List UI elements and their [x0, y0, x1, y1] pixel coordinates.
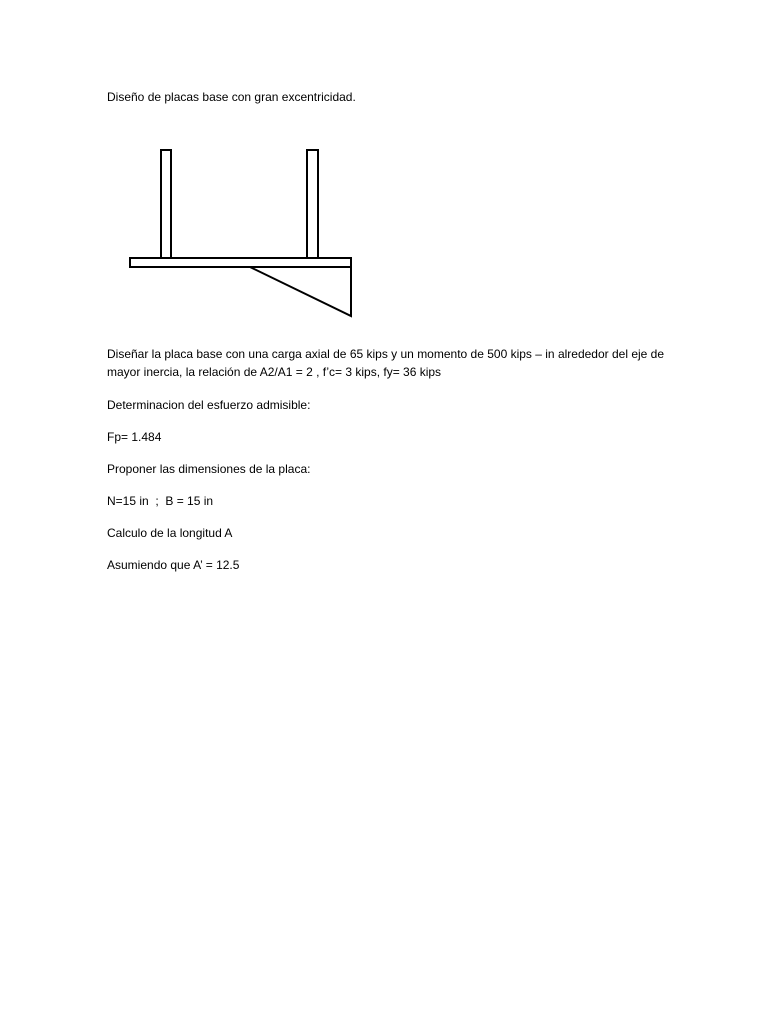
- stiffener-triangle: [250, 267, 351, 316]
- step-dimensions-value: N=15 in ; B = 15 in: [107, 494, 214, 508]
- problem-statement: Diseñar la placa base con una carga axial de 65 kips y un momento de 500 kips – in alrededor del eje de mayor inercia, la relación de A2/A1 = 2 , f’c= 3 kips, fy= 36 kips: [107, 347, 665, 379]
- step-allowable-stress: Determinacion del esfuerzo admisible:: [107, 398, 311, 412]
- left-column-flange: [161, 150, 171, 258]
- step-length-a: Calculo de la longitud A: [107, 526, 233, 540]
- base-plate: [130, 258, 351, 267]
- step-assume-a-prime: Asumiendo que A’ = 12.5: [107, 558, 240, 572]
- page-title: Diseño de placas base con gran excentricidad.: [107, 90, 356, 104]
- base-plate-diagram: [0, 0, 768, 340]
- step-fp-value: Fp= 1.484: [107, 430, 162, 444]
- step-propose-dimensions: Proponer las dimensiones de la placa:: [107, 462, 311, 476]
- right-column-flange: [307, 150, 318, 258]
